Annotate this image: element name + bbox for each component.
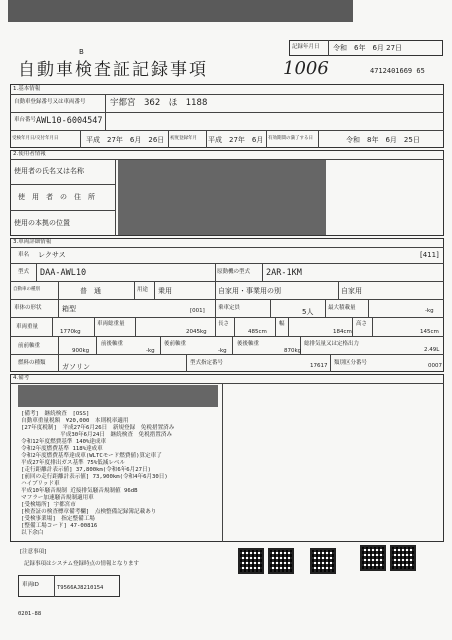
remark-line: [受検場所] 宇都宮市 xyxy=(21,502,76,508)
doc-mark: B xyxy=(79,48,84,56)
remark-line: [27年度税制] 平成27年6月26日 新規登録 免税措置済み xyxy=(21,425,175,431)
remark-line: [整備工場コード] 47-00816 xyxy=(21,523,98,529)
record-date-label: 記録年月日 xyxy=(292,44,320,50)
remark-line: 令和2年度燃費基準 118%達成車 xyxy=(21,446,103,452)
qr-code-icon xyxy=(238,548,264,574)
weight-label: 車両重量 xyxy=(16,324,39,330)
chassis-label: 車台番号 xyxy=(14,117,37,123)
length-value: 485cm xyxy=(248,329,267,335)
type-number-value: 17617 xyxy=(310,363,328,369)
remark-line: 平成30年6月24日 継続検査 免税措置済み xyxy=(21,432,173,438)
body-shape-value: 箱型 xyxy=(62,305,76,313)
height-label: 高さ xyxy=(356,321,368,327)
remark-line: 平成10年騒音規制 近接排気騒音規制値 96dB xyxy=(21,488,138,494)
notice-label: [注意事項] xyxy=(20,549,47,555)
gross-weight-value: 2045kg xyxy=(186,329,207,335)
qr-code-icon xyxy=(310,548,336,574)
use-value: 乗用 xyxy=(158,287,172,295)
section4-header: 4.備考 xyxy=(13,375,30,381)
purpose-value: 自家用 xyxy=(341,287,362,295)
gross-weight-label: 車両総重量 xyxy=(97,321,125,327)
remarks-redaction xyxy=(18,385,218,407)
reg-number-value: 宇都宮 362 ほ 1188 xyxy=(110,98,208,108)
car-id-value: T9566AJ8210154 xyxy=(57,585,104,591)
fuel-label: 燃料の種類 xyxy=(18,360,46,366)
car-kind-value: 普 通 xyxy=(80,287,101,295)
rear-front-axle-value: -kg xyxy=(218,348,227,354)
model-label: 型式 xyxy=(18,269,30,275)
user-info-redaction xyxy=(118,160,326,235)
base-location-label: 使用の本拠の位置 xyxy=(14,219,70,227)
displacement-label: 総排気量又は定格出力 xyxy=(304,341,360,347)
qr-code-icon xyxy=(268,548,294,574)
max-load-label: 最大積載量 xyxy=(328,305,356,311)
purpose-label: 自家用・事業用の別 xyxy=(218,287,281,295)
notice-text: 記録事項はシステム登録時点の情報となります xyxy=(24,561,139,567)
inspection-date-label: 受検年月日/交付年月日 xyxy=(12,136,59,141)
height-value: 145cm xyxy=(420,329,439,335)
remark-line: 以下余白 xyxy=(21,530,44,536)
first-reg-label: 初度登録年月 xyxy=(170,136,197,141)
width-value: 184cm xyxy=(333,329,352,335)
remark-line: 平成27年度排出ガス基準 75%低減レベル xyxy=(21,460,126,466)
class-number-label: 類別区分番号 xyxy=(334,360,368,366)
remark-line: [前回の走行距離計表示値] 73,900km(令和4年6月30日) xyxy=(21,474,168,480)
length-label: 長さ xyxy=(218,321,230,327)
body-shape-code: [001] xyxy=(190,308,205,314)
first-reg-value: 平成 27年 6月 xyxy=(208,136,264,144)
remark-line: [検査証の検査標章備考欄] 点検整備記録簿記載あり xyxy=(21,509,157,515)
car-name-value: レクサス xyxy=(38,251,66,259)
handwritten-number: 1006 xyxy=(283,58,329,79)
doc-title: 自動車検査証記録事項 xyxy=(18,60,208,80)
max-load-value: -kg xyxy=(425,308,434,314)
displacement-value: 2.49L xyxy=(424,347,440,353)
remark-line: [走行距離計表示値] 37,800km(令和6年6月27日) xyxy=(21,467,151,473)
capacity-label: 乗車定員 xyxy=(218,305,241,311)
reg-number-label: 自動車登録番号又は車両番号 xyxy=(14,99,86,105)
remark-line: 自動車重量税額 ¥20,000 本則税率適用 xyxy=(21,418,129,424)
section3-header: 3.車両詳細情報 xyxy=(13,239,52,245)
car-name-code: [411] xyxy=(420,251,439,259)
chassis-value: AWL10-6004547 xyxy=(36,116,103,126)
engine-label: 原動機の型式 xyxy=(217,269,251,275)
capacity-value: 5人 xyxy=(302,308,314,316)
remark-line: ハイブリッド車 xyxy=(21,481,60,487)
car-kind-label: 自動車の種別 xyxy=(13,287,40,292)
section1-header: 1.基本情報 xyxy=(13,86,41,92)
section2-header: 2.使用者情報 xyxy=(13,151,46,157)
remark-line: 令和2年度燃費基準達成車(WLTCモード燃費値)算定車了 xyxy=(21,453,162,459)
serial-number: 4712401669 65 xyxy=(370,67,425,75)
rear-front-axle-label: 後前軸重 xyxy=(164,341,187,347)
user-address-label: 使 用 者 の 住 所 xyxy=(18,193,95,201)
rear-rear-axle-label: 後後軸重 xyxy=(237,341,260,347)
class-number-value: 0007 xyxy=(428,363,442,369)
remark-line: [受検事業場] 指定整備工場 xyxy=(21,516,95,522)
footer-code: 0201-88 xyxy=(18,611,42,617)
model-value: DAA-AWL10 xyxy=(40,268,87,278)
type-number-label: 型式指定番号 xyxy=(190,360,224,366)
weight-value: 1770kg xyxy=(60,329,81,335)
remark-line: マフラー加速騒音規制適用車 xyxy=(21,495,94,501)
top-redaction-band xyxy=(8,0,353,22)
expiry-label: 有効期間の満了する日 xyxy=(268,136,313,141)
qr-code-icon xyxy=(360,545,386,571)
expiry-value: 令和 8年 6月 25日 xyxy=(346,136,420,144)
user-name-label: 使用者の氏名又は名称 xyxy=(14,167,84,175)
remark-line: 令和12年度燃費基準 140%達成車 xyxy=(21,439,107,445)
car-id-label: 車両ID xyxy=(22,582,39,588)
record-date-value: 令和 6年 6月 27日 xyxy=(333,44,403,52)
car-name-label: 車名 xyxy=(18,252,30,258)
engine-value: 2AR-1KM xyxy=(266,268,302,278)
front-rear-axle-value: -kg xyxy=(146,348,155,354)
width-label: 幅 xyxy=(279,321,285,327)
qr-code-icon xyxy=(390,545,416,571)
inspection-date-value: 平成 27年 6月 26日 xyxy=(86,136,165,144)
front-front-axle-value: 900kg xyxy=(72,348,90,354)
remark-line: [備考] 継続検査 [OSS] xyxy=(21,411,90,417)
use-label: 用途 xyxy=(137,287,149,293)
rear-rear-axle-value: 870kg xyxy=(284,348,302,354)
fuel-value: ガソリン xyxy=(62,363,90,371)
body-shape-label: 車体の形状 xyxy=(14,305,42,311)
front-rear-axle-label: 前後軸重 xyxy=(101,341,124,347)
front-front-axle-label: 前前軸重 xyxy=(18,343,41,349)
